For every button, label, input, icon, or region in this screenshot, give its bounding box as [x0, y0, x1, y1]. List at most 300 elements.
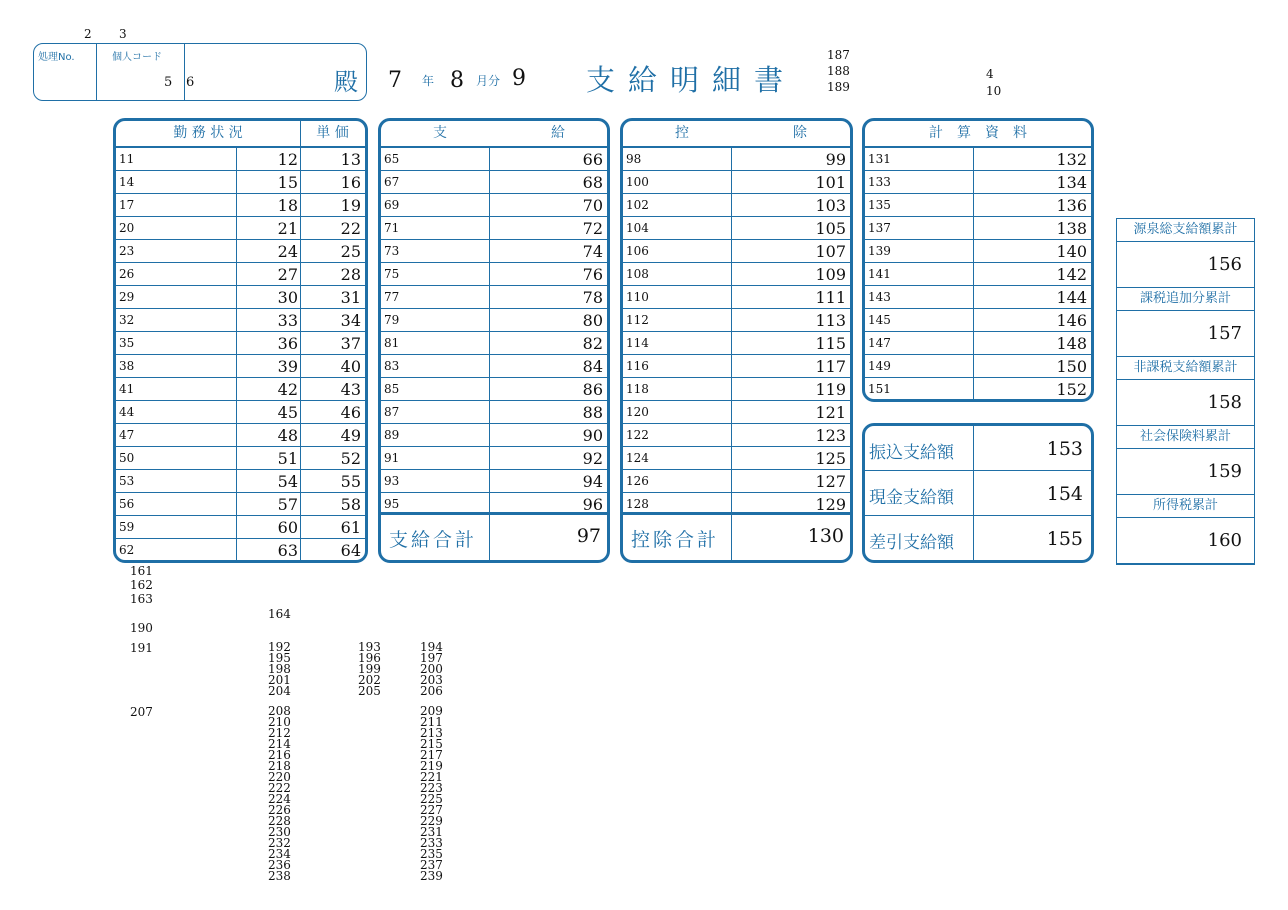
- table-row: [116, 309, 365, 332]
- unit-price-value: 40: [340, 357, 361, 376]
- unit-price-value: 58: [340, 495, 361, 514]
- table-row: [623, 424, 850, 447]
- code-label: 236: [268, 858, 291, 872]
- cumulative-panel: [1116, 218, 1255, 565]
- row-code: 143: [868, 290, 891, 304]
- code-label: 192: [268, 640, 291, 654]
- work-value: 51: [277, 449, 298, 468]
- row-code: 122: [626, 428, 649, 442]
- month-label: 月分: [476, 74, 501, 88]
- row-code: 73: [384, 244, 400, 258]
- code-label: 202: [358, 673, 381, 687]
- work-value: 24: [277, 242, 298, 261]
- row-code: 106: [626, 244, 649, 258]
- code-label: 226: [268, 803, 291, 817]
- field-5: 5: [164, 75, 173, 90]
- code-label: 225: [420, 792, 443, 806]
- pay-header-2: 給: [551, 125, 565, 141]
- field-10: 10: [986, 84, 1002, 98]
- row-code: 23: [119, 244, 135, 258]
- code-label: 201: [268, 673, 291, 687]
- code-label: 233: [420, 836, 443, 850]
- code-label: 214: [268, 737, 291, 751]
- summary-value: 155: [1046, 528, 1083, 550]
- table-row: [116, 217, 365, 240]
- table-row: [865, 171, 1091, 194]
- row-code: 135: [868, 198, 891, 212]
- table-row: [381, 447, 607, 470]
- code-column-d: [268, 706, 291, 882]
- table-row: [381, 309, 607, 332]
- work-value: 48: [277, 426, 298, 445]
- unit-price-value: 31: [340, 288, 361, 307]
- row-code: 14: [119, 175, 135, 189]
- table-row: [381, 217, 607, 240]
- work-value: 27: [277, 265, 298, 284]
- field-163: 163: [130, 592, 153, 606]
- row-value: 142: [1056, 265, 1087, 284]
- table-row: [116, 516, 365, 539]
- row-value: 113: [815, 311, 846, 330]
- row-code: 32: [119, 313, 135, 327]
- code-label: 203: [420, 673, 443, 687]
- ded-header-1: 控: [675, 125, 689, 141]
- row-code: 98: [626, 152, 642, 166]
- unit-price-value: 49: [340, 426, 361, 445]
- row-value: 72: [582, 219, 603, 238]
- summary-table: [862, 423, 1094, 563]
- pay-total-label: 支給合計: [389, 529, 478, 551]
- row-code: 126: [626, 474, 649, 488]
- row-code: 118: [626, 382, 649, 396]
- table-row: [865, 194, 1091, 217]
- code-label: 239: [420, 869, 443, 883]
- year-label: 年: [422, 74, 435, 88]
- row-code: 75: [384, 267, 400, 281]
- row-value: 80: [582, 311, 603, 330]
- row-value: 123: [815, 426, 846, 445]
- row-code: 139: [868, 244, 891, 258]
- row-value: 88: [582, 403, 603, 422]
- summary-row: [865, 471, 1091, 516]
- row-code: 56: [119, 497, 135, 511]
- code-label: 227: [420, 803, 443, 817]
- row-code: 62: [119, 543, 135, 557]
- row-value: 90: [582, 426, 603, 445]
- code-label: 213: [420, 726, 443, 740]
- code-label: 231: [420, 825, 443, 839]
- table-row: [116, 378, 365, 401]
- code-label: 221: [420, 770, 443, 784]
- row-value: 84: [582, 357, 603, 376]
- code-label: 210: [268, 715, 291, 729]
- summary-label: 振込支給額: [869, 443, 954, 463]
- unit-price-value: 34: [340, 311, 361, 330]
- field-189: 189: [827, 80, 850, 94]
- table-row: [623, 470, 850, 493]
- row-value: 78: [582, 288, 603, 307]
- table-row: [116, 401, 365, 424]
- cumulative-value: 157: [1117, 311, 1254, 357]
- row-code: 104: [626, 221, 649, 235]
- column-divider: [973, 516, 974, 561]
- table-row: [865, 355, 1091, 378]
- row-value: 92: [582, 449, 603, 468]
- row-code: 81: [384, 336, 400, 350]
- row-value: 134: [1056, 173, 1087, 192]
- table-row: [381, 171, 607, 194]
- code-label: 237: [420, 858, 443, 872]
- cumulative-label: 社会保険料累計: [1117, 426, 1254, 449]
- row-value: 96: [582, 495, 603, 514]
- row-code: 114: [626, 336, 649, 350]
- table-row: [865, 309, 1091, 332]
- row-code: 77: [384, 290, 400, 304]
- row-code: 26: [119, 267, 135, 281]
- row-code: 47: [119, 428, 135, 442]
- row-code: 85: [384, 382, 400, 396]
- row-code: 11: [119, 152, 135, 166]
- row-code: 116: [626, 359, 649, 373]
- row-code: 67: [384, 175, 400, 189]
- row-value: 115: [815, 334, 846, 353]
- table-row: [865, 263, 1091, 286]
- row-value: 150: [1056, 357, 1087, 376]
- work-value: 36: [277, 334, 298, 353]
- table-row: [623, 332, 850, 355]
- code-label: 215: [420, 737, 443, 751]
- month-value: 8: [450, 68, 464, 93]
- work-value: 39: [277, 357, 298, 376]
- row-value: 148: [1056, 334, 1087, 353]
- year-value: 7: [388, 68, 402, 93]
- field-161: 161: [130, 564, 153, 578]
- row-value: 74: [582, 242, 603, 261]
- table-row: [865, 240, 1091, 263]
- table-row: [381, 240, 607, 263]
- field-9: 9: [512, 66, 526, 91]
- pay-total-value: 97: [576, 525, 601, 547]
- row-code: 100: [626, 175, 649, 189]
- table-row: [623, 171, 850, 194]
- table-row: [865, 378, 1091, 401]
- table-row: [865, 148, 1091, 171]
- work-value: 57: [277, 495, 298, 514]
- row-value: 105: [815, 219, 846, 238]
- table-row: [381, 148, 607, 171]
- unit-price-value: 64: [340, 541, 361, 560]
- work-value: 30: [277, 288, 298, 307]
- table-row: [865, 286, 1091, 309]
- unit-price-value: 13: [340, 150, 361, 169]
- unit-price-header: 単 価: [316, 125, 349, 141]
- row-code: 93: [384, 474, 400, 488]
- unit-price-value: 52: [340, 449, 361, 468]
- row-value: 94: [582, 472, 603, 491]
- table-row: [116, 447, 365, 470]
- code-label: 229: [420, 814, 443, 828]
- code-label: 235: [420, 847, 443, 861]
- field-187: 187: [827, 48, 850, 62]
- calc-table: [862, 118, 1094, 402]
- row-value: 109: [815, 265, 846, 284]
- table-row: [381, 378, 607, 401]
- code-label: 230: [268, 825, 291, 839]
- cumulative-value: 158: [1117, 380, 1254, 426]
- table-row: [116, 424, 365, 447]
- code-column-e: [420, 706, 443, 882]
- row-code: 35: [119, 336, 135, 350]
- work-header: 勤 務 状 況: [173, 125, 243, 141]
- summary-row: [865, 426, 1091, 471]
- table-row: [116, 263, 365, 286]
- row-code: 59: [119, 520, 135, 534]
- row-code: 44: [119, 405, 135, 419]
- code-label: 228: [268, 814, 291, 828]
- row-code: 131: [868, 152, 891, 166]
- work-value: 60: [277, 518, 298, 537]
- work-value: 45: [277, 403, 298, 422]
- unit-price-value: 55: [340, 472, 361, 491]
- code-label: 232: [268, 836, 291, 850]
- row-value: 125: [815, 449, 846, 468]
- table-row: [381, 470, 607, 493]
- code-label: 206: [420, 684, 443, 698]
- code-label: 219: [420, 759, 443, 773]
- code-column-b: [358, 642, 381, 697]
- field-188: 188: [827, 64, 850, 78]
- summary-value: 153: [1046, 438, 1083, 460]
- table-row: [623, 401, 850, 424]
- row-code: 83: [384, 359, 400, 373]
- row-code: 50: [119, 451, 135, 465]
- row-code: 65: [384, 152, 400, 166]
- code-label: 238: [268, 869, 291, 883]
- row-code: 133: [868, 175, 891, 189]
- table-row: [623, 263, 850, 286]
- unit-price-value: 28: [340, 265, 361, 284]
- code-label: 193: [358, 640, 381, 654]
- table-row: [381, 194, 607, 217]
- table-row: [623, 447, 850, 470]
- row-value: 140: [1056, 242, 1087, 261]
- table-row: [381, 355, 607, 378]
- table-row: [623, 378, 850, 401]
- row-code: 79: [384, 313, 400, 327]
- ded-total-label: 控除合計: [631, 529, 720, 551]
- unit-price-value: 61: [340, 518, 361, 537]
- table-row: [623, 217, 850, 240]
- table-row: [865, 332, 1091, 355]
- column-divider: [973, 426, 974, 470]
- code-label: 216: [268, 748, 291, 762]
- code-label: 217: [420, 748, 443, 762]
- cumulative-label: 課税追加分累計: [1117, 288, 1254, 311]
- code-label: 222: [268, 781, 291, 795]
- row-code: 137: [868, 221, 891, 235]
- code-label: 200: [420, 662, 443, 676]
- code-label: 205: [358, 684, 381, 698]
- row-code: 53: [119, 474, 135, 488]
- code-label: 198: [268, 662, 291, 676]
- table-row: [381, 332, 607, 355]
- row-code: 120: [626, 405, 649, 419]
- row-value: 99: [825, 150, 846, 169]
- row-value: 121: [815, 403, 846, 422]
- code-label: 211: [420, 715, 443, 729]
- summary-label: 現金支給額: [869, 488, 954, 508]
- table-row: [381, 424, 607, 447]
- table-row: [116, 286, 365, 309]
- row-code: 128: [626, 497, 649, 511]
- table-row: [116, 355, 365, 378]
- row-code: 95: [384, 497, 400, 511]
- row-value: 136: [1056, 196, 1087, 215]
- code-label: 218: [268, 759, 291, 773]
- row-code: 145: [868, 313, 891, 327]
- cumulative-label: 所得税累計: [1117, 495, 1254, 518]
- cumulative-label: 非課税支給額累計: [1117, 357, 1254, 380]
- code-column-c: [420, 642, 443, 697]
- column-divider: [973, 471, 974, 515]
- work-value: 18: [277, 196, 298, 215]
- unit-price-value: 19: [340, 196, 361, 215]
- row-value: 68: [582, 173, 603, 192]
- row-value: 127: [815, 472, 846, 491]
- pay-header-1: 支: [433, 125, 447, 141]
- code-label: 223: [420, 781, 443, 795]
- row-value: 152: [1056, 380, 1087, 399]
- code-label: 204: [268, 684, 291, 698]
- code-label: 197: [420, 651, 443, 665]
- work-value: 12: [277, 150, 298, 169]
- code-label: 199: [358, 662, 381, 676]
- row-code: 112: [626, 313, 649, 327]
- work-value: 15: [277, 173, 298, 192]
- field-162: 162: [130, 578, 153, 592]
- row-value: 132: [1056, 150, 1087, 169]
- row-code: 87: [384, 405, 400, 419]
- row-value: 107: [815, 242, 846, 261]
- row-code: 38: [119, 359, 135, 373]
- row-code: 151: [868, 382, 891, 396]
- calc-header: 計 算 資 料: [929, 125, 1027, 141]
- row-value: 82: [582, 334, 603, 353]
- table-row: [623, 194, 850, 217]
- cumulative-value: 156: [1117, 242, 1254, 288]
- row-code: 124: [626, 451, 649, 465]
- page-title: 支給明細書: [586, 63, 797, 97]
- table-row: [116, 539, 365, 562]
- work-value: 63: [277, 541, 298, 560]
- row-code: 141: [868, 267, 891, 281]
- table-row: [623, 148, 850, 171]
- title-codes: [827, 50, 850, 93]
- pay-table: [378, 118, 610, 563]
- table-row: [623, 309, 850, 332]
- table-row: [116, 493, 365, 516]
- field-4: 4: [986, 67, 994, 81]
- unit-price-value: 37: [340, 334, 361, 353]
- row-value: 70: [582, 196, 603, 215]
- row-code: 89: [384, 428, 400, 442]
- row-value: 111: [815, 288, 846, 307]
- ded-header-2: 除: [793, 125, 807, 141]
- table-row: [623, 355, 850, 378]
- table-row: [116, 470, 365, 493]
- row-code: 91: [384, 451, 400, 465]
- cumulative-label: 源泉総支給額累計: [1117, 219, 1254, 242]
- code-label: 196: [358, 651, 381, 665]
- row-code: 29: [119, 290, 135, 304]
- code-label: 209: [420, 704, 443, 718]
- field-190: 190: [130, 621, 153, 635]
- row-code: 102: [626, 198, 649, 212]
- row-value: 66: [582, 150, 603, 169]
- honorific: 殿: [334, 68, 358, 96]
- field-164: 164: [268, 607, 291, 621]
- table-row: [116, 332, 365, 355]
- summary-row: [865, 516, 1091, 561]
- id-box: [33, 43, 367, 101]
- row-value: 144: [1056, 288, 1087, 307]
- work-value: 33: [277, 311, 298, 330]
- unit-price-value: 43: [340, 380, 361, 399]
- table-row: [381, 401, 607, 424]
- code-label: 220: [268, 770, 291, 784]
- ded-total-value: 130: [807, 525, 844, 547]
- row-code: 17: [119, 198, 135, 212]
- row-value: 146: [1056, 311, 1087, 330]
- table-row: [623, 240, 850, 263]
- row-code: 69: [384, 198, 400, 212]
- field-207: 207: [130, 705, 153, 719]
- row-value: 138: [1056, 219, 1087, 238]
- row-value: 86: [582, 380, 603, 399]
- code-label: 212: [268, 726, 291, 740]
- code-label: 195: [268, 651, 291, 665]
- table-row: [116, 240, 365, 263]
- table-row: [381, 263, 607, 286]
- unit-price-value: 22: [340, 219, 361, 238]
- code-label: 234: [268, 847, 291, 861]
- row-code: 20: [119, 221, 135, 235]
- row-value: 129: [815, 495, 846, 514]
- code-column-a: [268, 642, 291, 697]
- table-row: [116, 171, 365, 194]
- work-value: 54: [277, 472, 298, 491]
- table-row: [116, 148, 365, 171]
- cumulative-value: 159: [1117, 449, 1254, 495]
- code-label: 224: [268, 792, 291, 806]
- row-code: 108: [626, 267, 649, 281]
- code-label: 194: [420, 640, 443, 654]
- row-code: 71: [384, 221, 400, 235]
- row-code: 147: [868, 336, 891, 350]
- table-row: [865, 217, 1091, 240]
- work-value: 21: [277, 219, 298, 238]
- table-row: [381, 286, 607, 309]
- unit-price-value: 25: [340, 242, 361, 261]
- table-row: [116, 194, 365, 217]
- work-value: 42: [277, 380, 298, 399]
- summary-label: 差引支給額: [869, 533, 954, 553]
- code-label: 208: [268, 704, 291, 718]
- row-value: 103: [815, 196, 846, 215]
- summary-value: 154: [1046, 483, 1083, 505]
- field-3: 3: [119, 27, 127, 41]
- proc-no-label: 処理No.: [38, 52, 75, 63]
